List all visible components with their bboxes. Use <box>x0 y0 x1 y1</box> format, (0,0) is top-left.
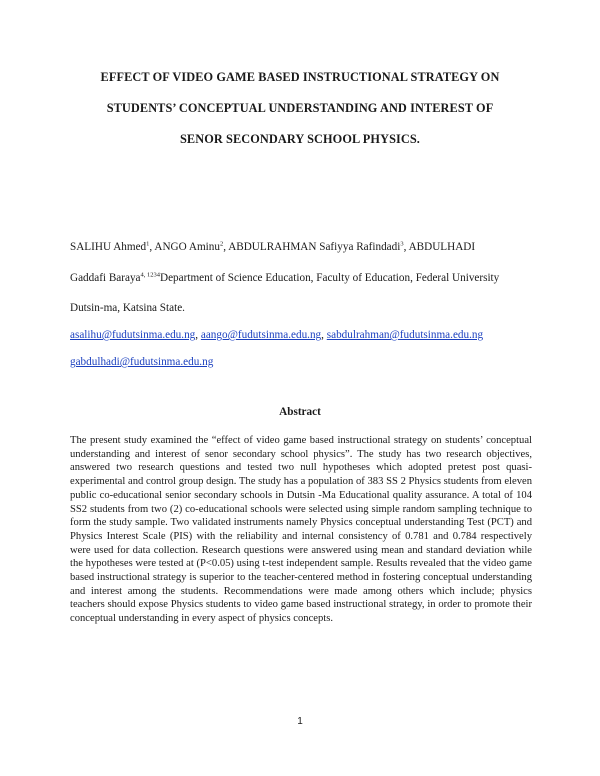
author-name: ANGO Aminu <box>154 241 220 253</box>
author-line-1: SALIHU Ahmed$^1$, ANGO Aminu$^2$, ABDULRAHMAN Safiyya Rafindadi$^3$, ABDULHADI <box>70 240 476 253</box>
email-line-1: asalihu@fudutsinma.edu.ng, aango@fudutsinma.edu.ng, sabdulrahman@fudutsinma.edu.ng <box>70 329 484 341</box>
paper-title-line-1: EFFECT OF VIDEO GAME BASED INSTRUCTIONAL STRATEGY ON <box>100 70 500 84</box>
paper-title-line-2: STUDENTS’ CONCEPTUAL UNDERSTANDING AND INTEREST OF <box>106 101 494 115</box>
email-link[interactable]: gabdulhadi@fudutsinma.edu.ng <box>70 356 214 368</box>
affiliation: Department of Science Education, Faculty of Education, Federal University <box>160 272 500 284</box>
affiliation-line-2: Dutsin-ma, Katsina State. <box>70 302 185 314</box>
email-link[interactable]: sabdulrahman@fudutsinma.edu.ng <box>326 329 484 341</box>
author-name: ABDULRAHMAN Safiyya Rafindadi <box>228 241 401 253</box>
email-line-2 <box>70 356 213 368</box>
author-superscript: 2 <box>219 240 224 248</box>
author-name: SALIHU Ahmed <box>70 241 147 253</box>
author-name: ABDULHADI <box>408 241 476 253</box>
abstract-heading: Abstract <box>279 406 321 418</box>
author-superscript: 4, 1234 <box>140 271 161 279</box>
author-superscript: 3 <box>400 240 404 248</box>
page-number: 1 <box>297 716 303 727</box>
author-superscript: 1 <box>146 240 150 248</box>
abstract-text: The present study examined the “effect of video game based instructional strategy on students’ conceptual understanding and interest of senor secondary school physics”. The study has two research objectives, answered two research questions and tested two null hypotheses which adopted pretest post quasi-experimental and control group design. The study has a population of 383 SS 2 Physics students from eleven public co-educational senior secondary schools in Dutsin -Ma Educational quality assurance. A total of 104 SS2 students from two (2) co-educational schools were selected using simple random sampling technique to form the study sample. Two validated instruments namely Physics conceptual understanding Test (PCT) and Physics Interest Scale (PIS) with the reliability and internal consistency of 0.781 and 0.784 respectively were used for data collection. Research questions were answered using mean and standard deviation while the hypotheses were tested at (P<0.05) using t-test independent sample. Results revealed that the video game based instructional strategy is superior to the teacher-centered method in fostering conceptual understanding and interest among the students. Recommendations were made among others which include; physics teachers should expose Physics students to video game based instructional strategy, in order to promote their conceptual understanding in every aspect of physics concepts. <box>70 435 532 625</box>
email-link[interactable]: aango@fudutsinma.edu.ng <box>200 329 322 341</box>
paper-title-line-3: SENOR SECONDARY SCHOOL PHYSICS. <box>179 132 420 146</box>
email-link[interactable]: asalihu@fudutsinma.edu.ng <box>70 329 196 341</box>
author-line-2 <box>70 272 499 284</box>
author-name: Gaddafi Baraya <box>70 272 141 284</box>
